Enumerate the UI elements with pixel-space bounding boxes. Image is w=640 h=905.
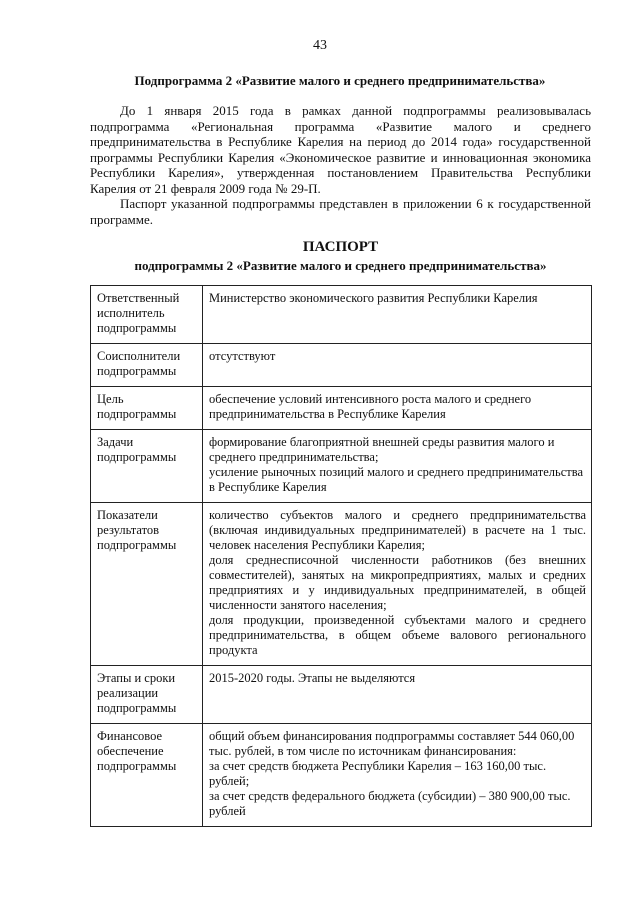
table-row [91,387,592,430]
row-label: Цель подпрограммы [91,387,203,430]
table-row [91,430,592,503]
row-label: Ответственный исполнитель подпрограммы [91,286,203,344]
passport-title: ПАСПОРТ [302,239,379,255]
row-value [203,387,592,430]
table-row [91,724,592,827]
intro-paragraph: До 1 января 2015 года в рамках данной подпрограммы реализовывалась подпрограмма «Региональная программа «Развитие малого и среднего предпринимательства в Республике Карелия на период до 2014 года» государственной программы Республики Карелия «Экономическое развитие и инновационная экономика Республики Карелия», утвержденная постановлением Правительства Республики Карелия от 21 февраля 2009 года № 29-П. [90,103,591,196]
row-value [203,286,592,344]
table-row [91,286,592,344]
row-label: Этапы и сроки реализации подпрограммы [91,666,203,724]
passport-table [90,285,592,827]
row-value [203,430,592,503]
page-number: 43 [313,38,327,53]
row-value-line: Министерство экономического развития Республики Карелия [209,291,538,305]
row-value [203,724,592,827]
row-label: Финансовое обеспечение подпрограммы [91,724,203,827]
row-value-line: за счет средств бюджета Республики Карелия – 163 160,00 тыс. рублей; [209,759,547,788]
passport-subtitle: подпрограммы 2 «Развитие малого и среднего предпринимательства» [134,258,547,273]
row-value-line: за счет средств федерального бюджета (субсидии) – 380 900,00 тыс. рублей [209,789,571,818]
table-row [91,503,592,666]
row-value [203,503,592,666]
row-value-line: количество субъектов малого и среднего предпринимательства (включая индивидуальных предпринимателей) в расчете на 1 тыс. человек населения Республики Карелия; [209,508,586,552]
intro-text [90,103,591,227]
row-value-line: общий объем финансирования подпрограммы составляет 544 060,00 тыс. рублей, в том числе по источникам финансирования: [209,729,575,758]
row-value-line: формирование благоприятной внешней среды развития малого и среднего предпринимательства; [209,435,555,464]
row-value-line: 2015-2020 годы. Этапы не выделяются [209,671,416,685]
subprogram-heading: Подпрограмма 2 «Развитие малого и среднего предпринимательства» [134,73,546,88]
row-value-line: отсутствуют [209,349,276,363]
row-value [203,666,592,724]
table-row [91,666,592,724]
row-value-line: обеспечение условий интенсивного роста малого и среднего предпринимательства в Республике Карелия [209,392,532,421]
row-value-line: доля среднесписочной численности работников (без внешних совместителей), занятых на микропредприятиях, малых и средних предприятиях и у индивидуальных предпринимателей, в общей численности занятого населения; [209,553,586,612]
row-label: Показатели результатов подпрограммы [91,503,203,666]
row-label: Задачи подпрограммы [91,430,203,503]
row-value-line: усиление рыночных позиций малого и среднего предпринимательства в Республике Карелия [209,465,584,494]
row-value [203,344,592,387]
table-row [91,344,592,387]
row-label: Соисполнители подпрограммы [91,344,203,387]
intro-paragraph: Паспорт указанной подпрограммы представлен в приложении 6 к государственной программе. [90,196,591,227]
row-value-line: доля продукции, произведенной субъектами малого и среднего предпринимательства, в общем объеме валового регионального продукта [209,613,586,657]
